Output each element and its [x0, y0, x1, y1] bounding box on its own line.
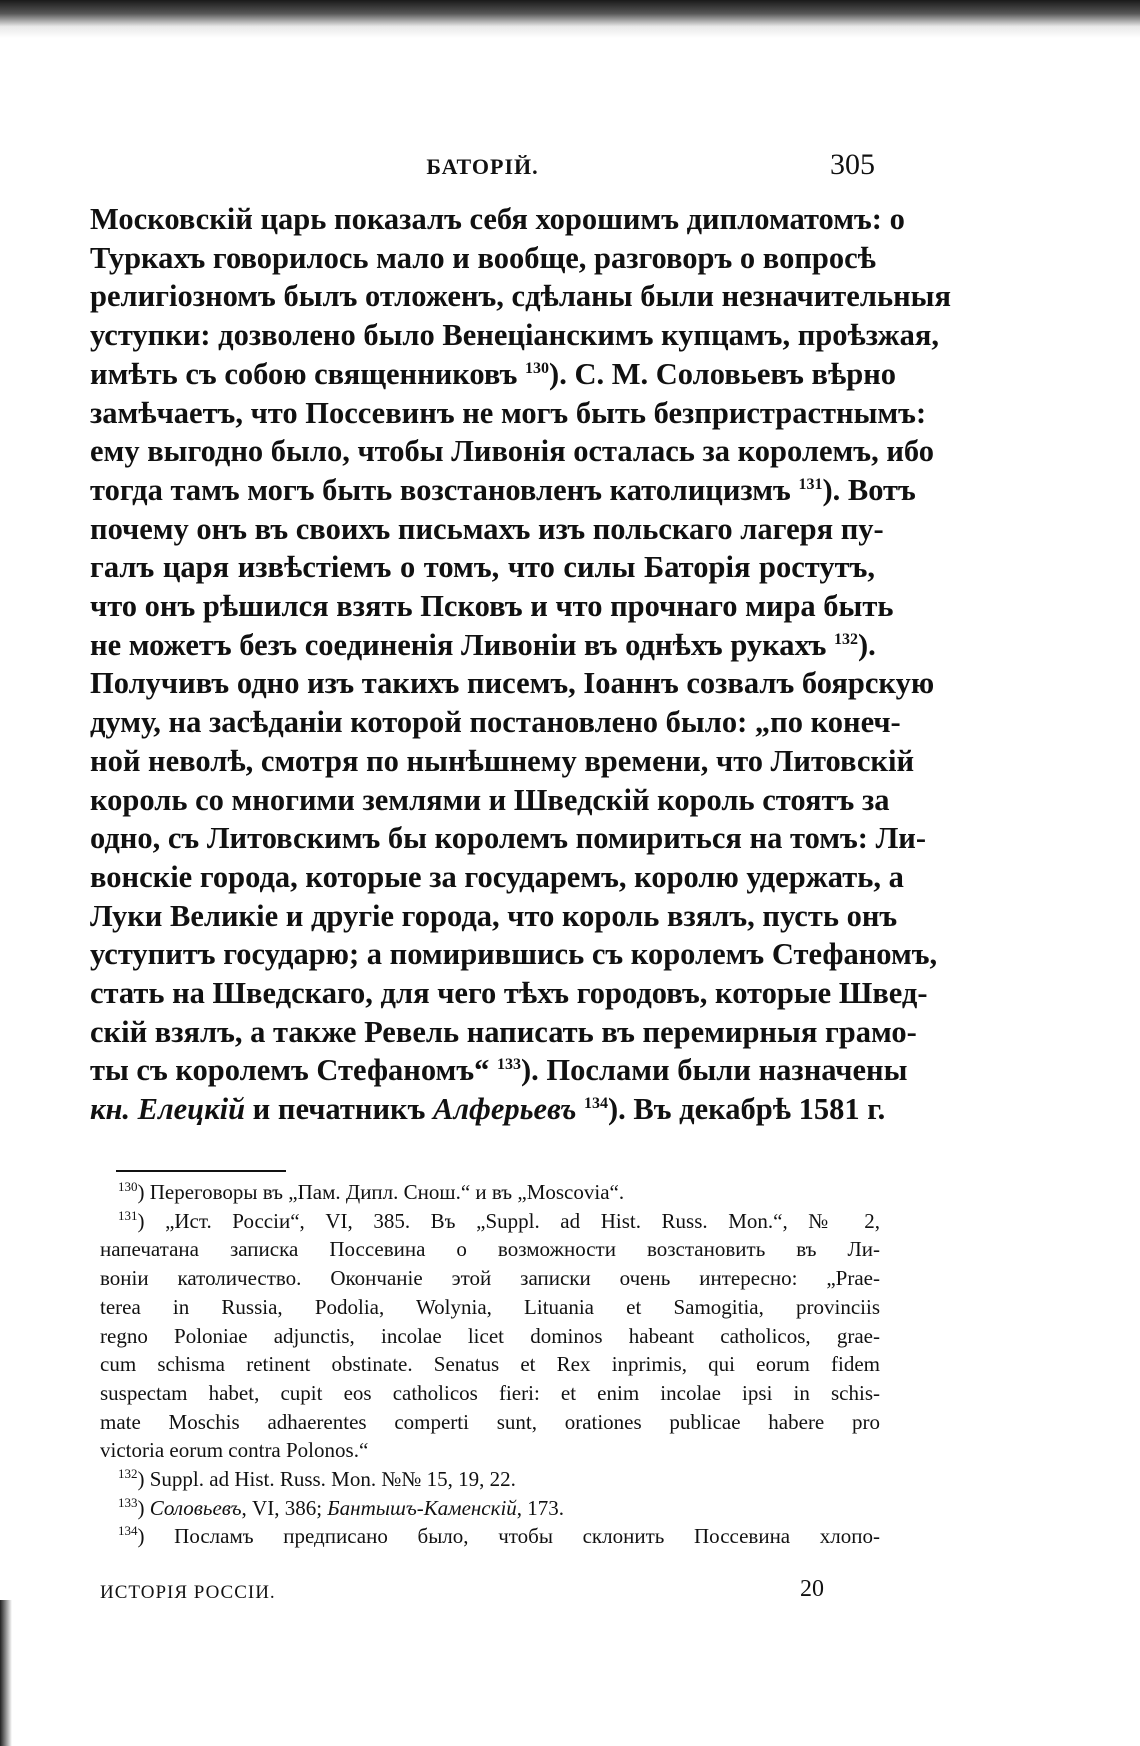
footnote-132: $^{132}$) Suppl. ad Hist. Russ. Mon. №№ 15, 19, 22.	[118, 1466, 516, 1492]
footnote-ref[interactable]: 132	[834, 630, 858, 648]
footnotes	[100, 1178, 880, 1551]
signature-title: ИСТОРІЯ РОССІИ.	[100, 1582, 276, 1603]
footnote-number: 134	[118, 1523, 138, 1539]
text-line: стать на Шведскаго, для чего тѣхъ городовъ, которые Швед-	[90, 976, 928, 1011]
text-line: скій взялъ, а также Ревель написать въ перемирныя грамо-	[90, 1014, 917, 1049]
printer-signature	[100, 1576, 880, 1612]
text-line: тогда тамъ могъ быть возстановленъ католицизмъ $^{131}$). Вотъ	[90, 472, 916, 507]
text-line: ты съ королемъ Стефаномъ“ $^{133}$). Послами были назначены	[90, 1053, 908, 1088]
footnote-131: $^{131}$) „Ист. Россіи“, VI, 385. Въ „Suppl. ad Hist. Russ. Mon.“, № 2, напечатана записка Поссевина о возможности возстановить въ Ли- воніи католичество. Окончаніе этой записки очень интересно: „Prae- terea in Russia, Podolia, Wolynia, Lituania et Samogitia, provinciis regno Poloniae adjunctis, incolae licet dominos habeant catholicos, grae- cum schisma retinent obstinate. Senatus et Rex inprimis, qui eorum fidem suspectam habet, cupit eos catholicos fieri: et enim incolae ipsi in schis- mate Moschis adhaerentes comperti sunt, orationes publicae habere pro victoria eorum contra Polonos.“	[100, 1207, 880, 1463]
running-head: БАТОРІЙ.	[426, 154, 539, 179]
text-line: что онъ рѣшился взять Псковъ и что прочнаго мира быть	[90, 589, 894, 624]
scan-shadow-top	[0, 0, 1140, 38]
footnote-rule	[116, 1170, 286, 1172]
text-line: ной неволѣ, смотря по нынѣшнему времени, что Литовскій	[90, 743, 915, 778]
footnote-134: $^{134}$) Посламъ предписано было, чтобы склонить Поссевина хлопо-	[118, 1523, 880, 1549]
text-line: имѣть съ собою священниковъ $^{130}$). С. М. Соловьевъ вѣрно	[90, 356, 897, 391]
text-line: король со многими землями и Шведскій король стоятъ за	[90, 782, 890, 817]
text-line: не можетъ безъ соединенія Ливоніи въ однѣхъ рукахъ $^{132}$).	[90, 627, 876, 662]
text-line: думу, на засѣданіи которой постановлено было: „по конеч-	[90, 705, 901, 740]
footnote-number: 132	[118, 1466, 138, 1482]
text-line: Московскій царь показалъ себя хорошимъ дипломатомъ: о	[90, 202, 905, 236]
text-line: уступки: дозволено было Венеціанскимъ купцамъ, проѣзжая,	[90, 318, 939, 353]
text-line: уступитъ государю; а помирившись съ королемъ Стефаномъ,	[90, 937, 938, 972]
scan-shadow-left	[0, 1600, 12, 1746]
text-line: Получивъ одно изъ такихъ писемъ, Іоаннъ созвалъ боярскую	[90, 666, 935, 701]
footnote-ref[interactable]: 131	[798, 475, 823, 493]
page-header	[90, 148, 875, 188]
footnote-ref[interactable]: 133	[496, 1056, 521, 1074]
signature-number: 20	[800, 1576, 824, 1602]
text-line: почему онъ въ своихъ письмахъ изъ польскаго лагеря пу-	[90, 511, 884, 546]
footnote-ref[interactable]: 130	[525, 359, 550, 377]
footnote-130: $^{130}$) Переговоры въ „Пам. Дипл. Снош.“ и въ „Moscovia“.	[118, 1179, 625, 1204]
footnote-number: 130	[118, 1179, 138, 1194]
text-line: замѣчаетъ, что Поссевинъ не могъ быть безпристрастнымъ:	[90, 395, 927, 430]
footnote-ref[interactable]: 134	[584, 1095, 609, 1113]
text-line: Луки Великіе и другіе города, что король взялъ, пусть онъ	[90, 898, 898, 933]
text-line: кн. Елецкій и печатникъ Алферьевъ $^{134}$). Въ декабрѣ 1581 г.	[90, 1092, 886, 1127]
main-text	[90, 200, 951, 1129]
page-number: 305	[830, 148, 875, 181]
text-line: галъ царя извѣстіемъ о томъ, что силы Баторія ростутъ,	[90, 550, 875, 585]
text-line: вонскіе города, которые за государемъ, королю удержать, а	[90, 859, 904, 894]
footnote-number: 133	[118, 1494, 138, 1510]
text-line: религіозномъ былъ отложенъ, сдѣланы были незначительныя	[90, 279, 951, 314]
text-line: одно, съ Литовскимъ бы королемъ помириться на томъ: Ли-	[90, 821, 927, 856]
text-line: Туркахъ говорилось мало и вообще, разговоръ о вопросѣ	[90, 240, 876, 275]
footnote-133: $^{133}$) Соловьевъ, VI, 386; Бантышъ-Каменскій, 173.	[118, 1494, 565, 1520]
text-line: ему выгодно было, чтобы Ливонія осталась за королемъ, ибо	[90, 434, 934, 469]
footnote-number: 131	[118, 1207, 138, 1223]
